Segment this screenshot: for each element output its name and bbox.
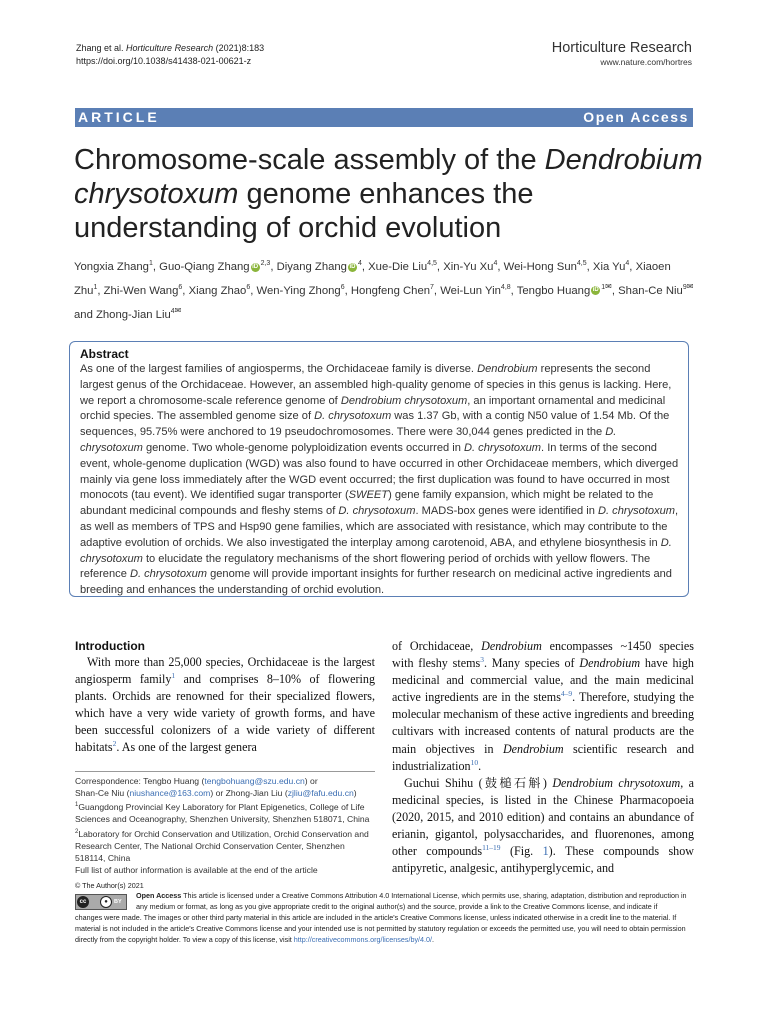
affiliation-2: $^2$Laboratory for Orchid Conservation and Utilization, Orchid Conservation and Research Center, The National Orchid Conservation Center, Shenzhen 518114, China xyxy=(75,828,369,863)
author-name[interactable]: Yongxia Zhang xyxy=(74,261,149,273)
author-affiliation: 4 xyxy=(357,260,362,268)
author-affiliation: 4,5 xyxy=(427,260,437,268)
doi-link[interactable]: https://doi.org/10.1038/s41438-021-00621-z xyxy=(76,56,252,66)
author-affiliation: 6 xyxy=(246,284,251,291)
author-affiliation: 2,3 xyxy=(260,260,271,268)
journal-url[interactable]: www.nature.com/hortres xyxy=(600,57,692,67)
footnote-divider xyxy=(75,771,375,772)
author-affiliation: 7 xyxy=(430,284,434,291)
envelope-icon[interactable]: ✉ xyxy=(605,282,612,291)
author-name[interactable]: Tengbo Huang xyxy=(516,284,591,297)
copyright-line: © The Author(s) 2021 xyxy=(75,881,144,890)
author-name[interactable]: Shan-Ce Niu xyxy=(618,284,683,297)
envelope-icon[interactable]: ✉ xyxy=(686,282,694,291)
author-name[interactable]: Hongfeng Chen xyxy=(350,284,431,297)
orcid-icon[interactable]: iD xyxy=(592,287,599,294)
intro-right-column xyxy=(392,638,694,877)
author-name[interactable]: Xia Yu xyxy=(592,261,626,273)
abstract-box xyxy=(69,341,689,597)
cc-icon: cc xyxy=(77,896,89,908)
abstract-text: As one of the largest families of angiosperms, the Orchidaceae family is diverse. Dendrobium represents the second largest genus of the Orchidaceae. However, an assembled high-quality genome of species in this genus is lacking. Here, we report a chromosome-scale reference genome of Dendrobium chrysotoxum, an important ornamental and medicinal orchid species. The assembled genome size of D. chrysotoxum was 1.37 Gb, with a contig N50 value of 1.54 Mb. Of the sequences, 95.75% were anchored to 19 pseudochromosomes. There were 30,044 genes predicted in the D. chrysotoxum genome. Two whole-genome polyploidization events occurred in D. chrysotoxum. In terms of the second event, whole-genome duplication (WGD) was also found to have occurred in other Orchidaceae members, which diverged mainly via gene loss immediately after the WGD event occurred; the first duplication was found to have occurred in most monocots (tau event). We identified sugar transporter (SWEET) gene family expansion, which might be related to the abundant medicinal compounds and fleshy stems of D. chrysotoxum. MADS-box genes were identified in D. chrysotoxum, as well as members of TPS and Hsp90 gene families, which are associated with resistance, which may contribute to the adaptive evolution of orchids. We also investigated the interplay among carotenoid, ABA, and ethylene biosynthesis in D. chrysotoxum to elucidate the regulatory mechanisms of the short flowering period of orchids with yellow flowers. The reference D. chrysotoxum genome will provide important insights for further research on medicinal active ingredients and breeding and enhances the understanding of orchid evolution. xyxy=(80,363,679,597)
correspondence-note: Correspondence: Tengbo Huang (tengbohuang@szu.edu.cn) or Shan-Ce Niu (niushance@163.com) or Zhong-Jian Liu (zjliu@fafu.edu.cn) xyxy=(75,776,357,799)
open-access-lead: Open Access xyxy=(136,891,182,900)
author-name[interactable]: Wen-Ying Zhong xyxy=(256,284,341,297)
author-affiliation: 6 xyxy=(178,284,183,291)
article-type-label: ARTICLE xyxy=(78,109,160,125)
author-name[interactable]: Guo-Qiang Zhang xyxy=(159,261,250,273)
title-part-1: Chromosome-scale assembly of the xyxy=(74,144,545,176)
intro-paragraph-1-cont: of Orchidaceae, Dendrobium encompasses ~1450 species with fleshy stems$^3$. Many species of Dendrobium have high medicinal and commercial value, and the main medicinal active ingredients are in the stems$^{4-9}$. Therefore, studying the molecular mechanism of these active ingredients and breeding cultivars with increased contents of natural products are the main objectives in Dendrobium scientific research and industrialization$^{10}$. xyxy=(392,639,694,773)
title-species: Dendrobium chrysotoxum xyxy=(74,144,703,210)
license-statement-cont: changes were made. The images or other third party material in this article are included in the article's Creative Commons license, unless indicated otherwise in a credit line to the material. If material is not included in the article's Creative Commons license and your intended use is not permitted by statutory regulation or exceeds the permitted use, you will need to obtain permission directly from the copyright holder. To view a copy of this license, visit http://creativecommons.org/licenses/by/4.0/. xyxy=(75,913,686,945)
author-affiliation: 1 xyxy=(148,260,153,268)
intro-left-column xyxy=(75,639,375,757)
article-banner xyxy=(75,108,693,127)
author-list: Yongxia Zhang$^1$, Guo-Qiang Zhang iD $^{2,3}$, Diyang Zhang iD $^4$, Xue-Die Liu$^{4,5}$, Xin-Yu Xu$^4$, Wei-Hong Sun$^{4,5}$, Xia Yu$^4$, Xiaoen Zhu$^1$, Zhi-Wen Wang$^6$, Xiang Zhao$^6$, Wen-Ying Zhong$^6$, Hongfeng Chen$^7$, Wei-Lun Yin$^{4,8}$, Tengbo Huang iD $^{1✉}$, Shan-Ce Niu$^{9✉}$ and Zhong-Jian Liu$^{4✉}$ xyxy=(74,260,694,321)
license-statement xyxy=(136,890,696,912)
author-affiliation: 4 xyxy=(170,307,175,315)
cc-by-badge-icon[interactable] xyxy=(75,894,127,910)
author-name[interactable]: Xin-Yu Xu xyxy=(443,261,494,273)
author-name[interactable]: Wei-Lun Yin xyxy=(440,284,501,297)
author-affiliation: 4,8 xyxy=(500,284,511,291)
author-name[interactable]: Zhong-Jian Liu xyxy=(96,308,171,321)
cite-authors: Zhang et al. xyxy=(76,43,124,53)
journal-name: Horticulture Research xyxy=(551,40,692,56)
author-affiliation: 1 xyxy=(601,284,606,291)
author-affiliation: 1 xyxy=(93,284,98,291)
author-name[interactable]: Zhi-Wen Wang xyxy=(103,284,179,297)
author-name[interactable]: Xiang Zhao xyxy=(188,284,247,297)
license-text-1: This article is licensed under a Creative Commons Attribution 4.0 International License, which permits use, sharing, adaptation, distribution and reproduction in any medium or format, as long as you give appropriate credit to the original author(s) and the source, provide a link to the Creative Commons license, and indicate if xyxy=(136,891,687,912)
author-affiliation: 4 xyxy=(625,260,630,268)
attribution-person-icon: ● xyxy=(100,896,112,908)
orcid-icon[interactable]: iD xyxy=(349,263,356,270)
author-name[interactable]: Xue-Die Liu xyxy=(368,261,428,273)
intro-paragraph-2: Guchui Shihu (鼓槌石斛) Dendrobium chrysotoxum, a medicinal species, is listed in the Chinese Pharmacopoeia (2020, 2015, and 2010 edition) and contains an abundance of erianin, gigantol, polysaccharides, and fluorenones, among other compounds$^{11-19}$ (Fig. 1). These compounds show antipyretic, analgesic, antihyperglycemic, and xyxy=(392,775,695,876)
author-affiliation: 4,5 xyxy=(576,260,587,268)
introduction-heading: Introduction xyxy=(75,639,145,653)
open-access-label: Open Access xyxy=(583,109,689,125)
author-name[interactable]: Diyang Zhang xyxy=(276,261,347,273)
citation-header xyxy=(76,42,264,68)
cite-volume: (2021)8:183 xyxy=(215,43,265,53)
author-info-note: Full list of author information is available at the end of the article xyxy=(75,865,318,876)
orcid-icon[interactable]: iD xyxy=(252,263,259,270)
article-title xyxy=(74,143,704,245)
journal-masthead xyxy=(552,40,692,68)
author-affiliation: 9 xyxy=(682,284,687,291)
by-label: BY xyxy=(114,899,122,905)
author-affiliation: 6 xyxy=(340,284,345,291)
intro-paragraph-1: With more than 25,000 species, Orchidaceae is the largest angiosperm family$^1$ and comprises 8–10% of flowering plants. Orchids are renowned for their specialized flowers, which have a very wide variety of growth forms, and have been successful colonizers of a wide variety of different habitats$^2$. As one of the largest genera xyxy=(75,655,375,755)
title-part-2: genome enhances the understanding of orchid evolution xyxy=(74,178,534,244)
abstract-heading: Abstract xyxy=(80,347,129,361)
footnotes xyxy=(75,775,375,876)
affiliation-1: $^1$Guangdong Provincial Key Laboratory for Plant Epigenetics, College of Life Sciences and Oceanography, Shenzhen University, Shenzhen 518071, China xyxy=(75,802,370,825)
author-name[interactable]: Wei-Hong Sun xyxy=(503,261,577,273)
author-name[interactable]: Xiaoen Zhu xyxy=(74,261,671,297)
cite-journal: Horticulture Research xyxy=(126,43,214,53)
author-affiliation: 4 xyxy=(493,260,498,268)
envelope-icon[interactable]: ✉ xyxy=(174,305,182,315)
citation-line xyxy=(76,42,264,55)
